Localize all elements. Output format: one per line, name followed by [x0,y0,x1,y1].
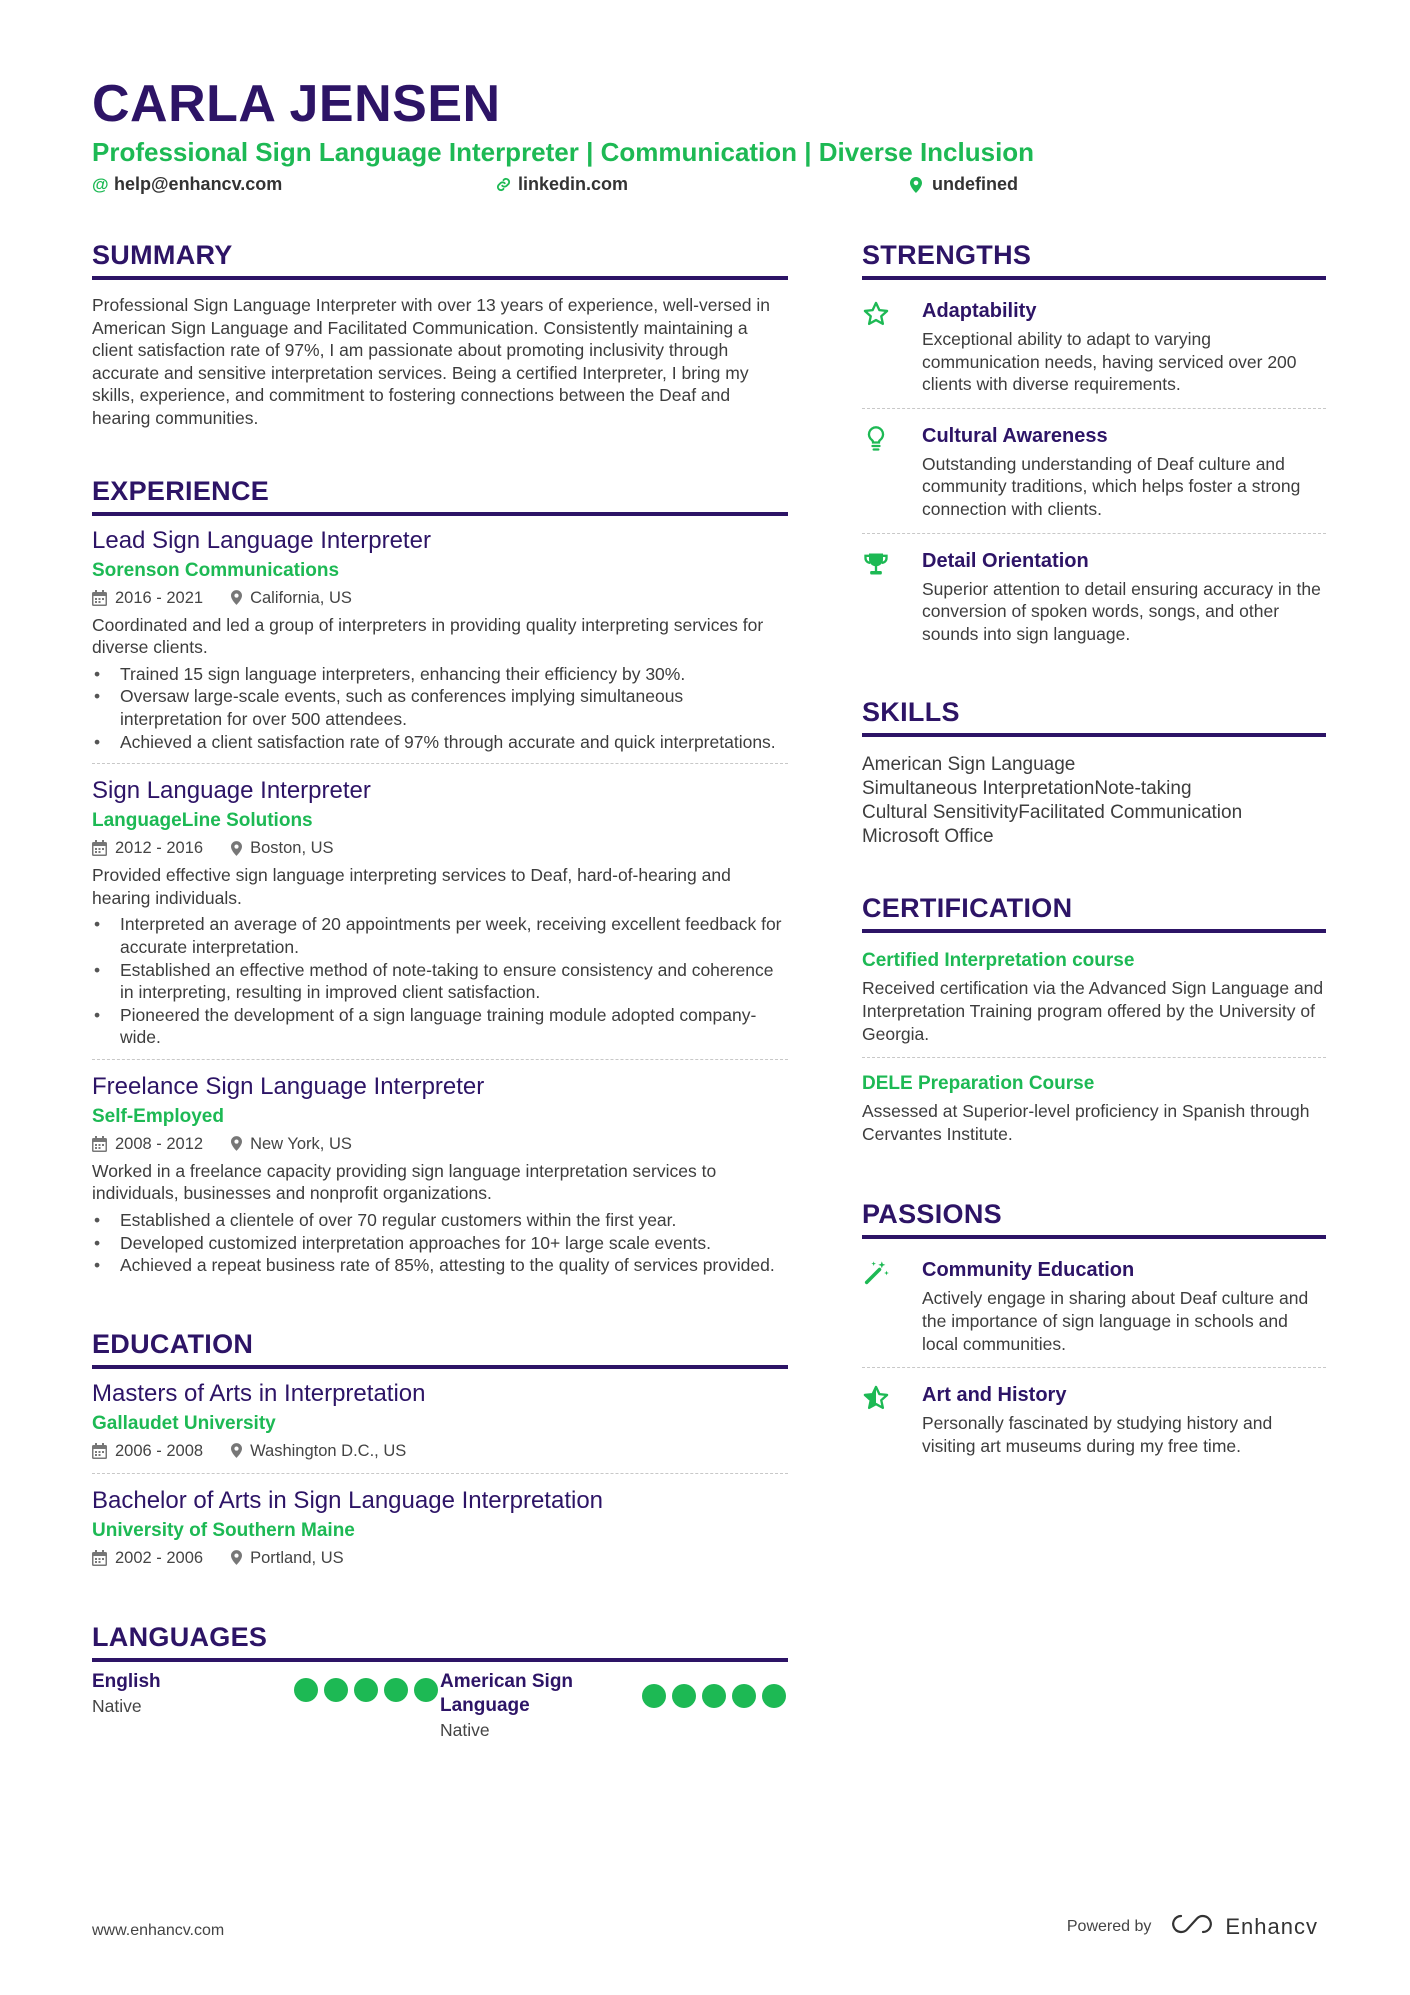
rating-dot [642,1684,666,1708]
location-pin-icon [231,1136,242,1151]
languages-section [92,1620,788,1742]
lightbulb-icon [862,423,922,521]
achievement-item: • Achieved a repeat business rate of 85%, attesting to the quality of services provided. [92,1254,788,1277]
calendar-icon [92,1443,107,1459]
strength-description: Outstanding understanding of Deaf culture and community traditions, which helps foster a strong connection with clients. [922,453,1301,519]
footer-branding [1067,1912,1318,1942]
brand-name: Enhancv [1225,1914,1318,1939]
job-dates: 2012 - 2016 [115,839,204,858]
job-meta [92,836,788,860]
achievement-item: • Established an effective method of note-taking to ensure consistency and coherence in interpreting, resulting in improved client satisfaction. [92,959,788,1004]
school-name: Gallaudet University [92,1412,276,1434]
skill-line: American Sign Language [862,754,1076,776]
degree-title: Masters of Arts in Interpretation [92,1379,426,1407]
calendar-icon [92,1136,107,1152]
job-dates: 2016 - 2021 [115,588,204,607]
calendar-icon [92,1550,107,1566]
rating-dot [384,1678,408,1702]
summary-title: SUMMARY [92,238,788,280]
language-level: Native [440,1719,490,1740]
skill-line: Cultural SensitivityFacilitated Communication [862,802,1243,824]
skill-line: Simultaneous InterpretationNote-taking [862,778,1192,800]
location-pin-icon [231,1443,242,1458]
location-pin-icon [910,177,924,193]
strength-description: Superior attention to detail ensuring accuracy in the conversion of spoken words, songs, and other sounds into sign language. [922,578,1321,644]
contact-email[interactable] [92,174,282,195]
language-level: Native [92,1695,142,1716]
summary-section [92,238,788,430]
certification-description: Assessed at Superior-level proficiency in Spanish through Cervantes Institute. [862,1101,1310,1144]
rating-dot [294,1678,318,1702]
language-rating [294,1678,438,1742]
job-meta [92,586,788,610]
achievement-item: • Pioneered the development of a sign language training module adopted company-wide. [92,1004,788,1049]
degree-title: Bachelor of Arts in Sign Language Interpretation [92,1486,604,1514]
calendar-icon [92,590,107,606]
contact-linkedin[interactable] [496,174,628,195]
magic-wand-icon [862,1257,922,1355]
education-section [92,1327,788,1580]
company-name: Sorenson Communications [92,559,340,581]
education-dates: 2006 - 2008 [115,1441,204,1460]
location-pin-icon [231,841,242,856]
rating-dot [672,1684,696,1708]
school-name: University of Southern Maine [92,1519,355,1541]
enhancv-logo[interactable] [1169,1912,1318,1942]
education-entry [92,1379,788,1473]
passion-description: Actively engage in sharing about Deaf culture and the importance of sign language in schools and local communities. [922,1288,1309,1354]
strength-item [862,533,1326,658]
skills-title: SKILLS [862,695,1326,737]
passions-section [862,1197,1326,1469]
star-outline-icon [862,298,922,396]
certification-name: DELE Preparation Course [862,1073,1095,1095]
headline: Professional Sign Language Interpreter | Communication | Diverse Inclusion [92,137,1035,167]
email-text: help@enhancv.com [114,174,283,194]
education-dates: 2002 - 2006 [115,1548,204,1567]
passion-description: Personally fascinated by studying history and visiting art museums during my free time. [922,1413,1273,1456]
language-name: American Sign Language [440,1670,574,1716]
location-pin-icon [231,1550,242,1565]
achievement-item: • Developed customized interpretation approaches for 10+ large scale events. [92,1232,788,1255]
passions-title: PASSIONS [862,1197,1326,1239]
achievement-item: • Oversaw large-scale events, such as conferences implying simultaneous interpretation for over 500 attendees. [92,685,788,730]
powered-by-label: Powered by [1066,1918,1152,1935]
job-location: Boston, US [250,839,334,858]
job-title: Freelance Sign Language Interpreter [92,1072,485,1100]
contact-bar [92,174,1332,198]
experience-entry [92,763,788,1059]
certification-name: Certified Interpretation course [862,950,1135,972]
strengths-title: STRENGTHS [862,238,1326,280]
strength-item [862,408,1326,533]
right-column [862,238,1326,1469]
language-rating [642,1684,786,1742]
job-title: Sign Language Interpreter [92,777,371,805]
passion-title: Community Education [922,1259,1135,1282]
job-description: Worked in a freelance capacity providing sign language interpretation services to individuals, businesses and nonprofit organizations. [92,1160,717,1204]
skills-section [862,695,1326,849]
education-entry [92,1473,788,1580]
experience-entry [92,526,788,764]
left-column [92,238,788,1742]
job-achievements [92,663,788,753]
language-item [440,1670,788,1742]
rating-dot [762,1684,786,1708]
skill-line: Microsoft Office [862,826,994,848]
job-meta [92,1132,788,1156]
education-title: EDUCATION [92,1327,788,1369]
experience-section [92,474,788,1287]
job-location: California, US [250,588,352,607]
education-location: Portland, US [250,1548,344,1567]
rating-dot [702,1684,726,1708]
rating-dot [354,1678,378,1702]
summary-text: Professional Sign Language Interpreter with over 13 years of experience, well-versed in American Sign Language and Facilitated Communication. Consistently maintaining a client satisfaction rate of 97%, I am passionate about promoting inclusivity through accurate and sensitive interpretation services. Being a certified Interpreter, I bring my skills, experience, and commitment to fostering connections between the Deaf and hearing communities. [92,295,771,428]
education-location: Washington D.C., US [250,1441,407,1460]
candidate-name: CARLA JENSEN [92,75,501,133]
job-title: Lead Sign Language Interpreter [92,526,431,554]
education-meta [92,1546,788,1570]
language-item [92,1670,440,1742]
achievement-item: • Trained 15 sign language interpreters, enhancing their efficiency by 30%. [92,663,788,686]
certification-item [862,947,1326,1057]
strength-item [862,294,1326,408]
certification-title: CERTIFICATION [862,891,1326,933]
certification-section [862,891,1326,1157]
language-name: English [92,1670,161,1692]
linkedin-text: linkedin.com [518,174,629,194]
job-location: New York, US [250,1134,352,1153]
passion-item [862,1253,1326,1367]
rating-dot [414,1678,438,1702]
strength-title: Cultural Awareness [922,424,1108,447]
job-description: Coordinated and led a group of interpreters in providing quality interpreting services for diverse clients. [92,614,764,658]
rating-dot [732,1684,756,1708]
languages-title: LANGUAGES [92,1620,788,1662]
star-half-icon [862,1382,922,1457]
experience-entry [92,1059,788,1287]
job-description: Provided effective sign language interpreting services to Deaf, hard-of-hearing and hearing individuals. [92,865,731,908]
trophy-icon [862,548,922,646]
certification-item [862,1057,1326,1157]
achievement-item: • Interpreted an average of 20 appointments per week, receiving excellent feedback for accurate interpretation. [92,913,788,958]
passion-title: Art and History [922,1384,1067,1407]
contact-location [910,174,1018,195]
strength-description: Exceptional ability to adapt to varying communication needs, having serviced over 200 clients with diverse requirements. [922,329,1297,395]
job-dates: 2008 - 2012 [115,1134,204,1153]
rating-dot [324,1678,348,1702]
link-icon [496,177,510,192]
at-icon: @ [92,174,109,194]
achievement-item: • Achieved a client satisfaction rate of 97% through accurate and quick interpretations. [92,731,788,754]
passion-item [862,1367,1326,1469]
footer-website[interactable]: www.enhancv.com [92,1922,225,1939]
location-pin-icon [231,590,242,605]
calendar-icon [92,840,107,856]
strength-title: Adaptability [922,300,1037,322]
strength-title: Detail Orientation [922,549,1089,572]
job-achievements [92,913,788,1049]
job-achievements [92,1209,788,1277]
experience-title: EXPERIENCE [92,474,788,516]
company-name: LanguageLine Solutions [92,810,313,832]
certification-description: Received certification via the Advanced Sign Language and Interpretation Training program offered by the University of Georgia. [862,978,1324,1044]
strengths-section [862,238,1326,657]
location-text: undefined [932,174,1018,194]
achievement-item: • Established a clientele of over 70 regular customers within the first year. [92,1209,788,1232]
education-meta [92,1439,788,1463]
company-name: Self-Employed [92,1105,224,1127]
enhancv-logo-icon [1169,1912,1215,1942]
